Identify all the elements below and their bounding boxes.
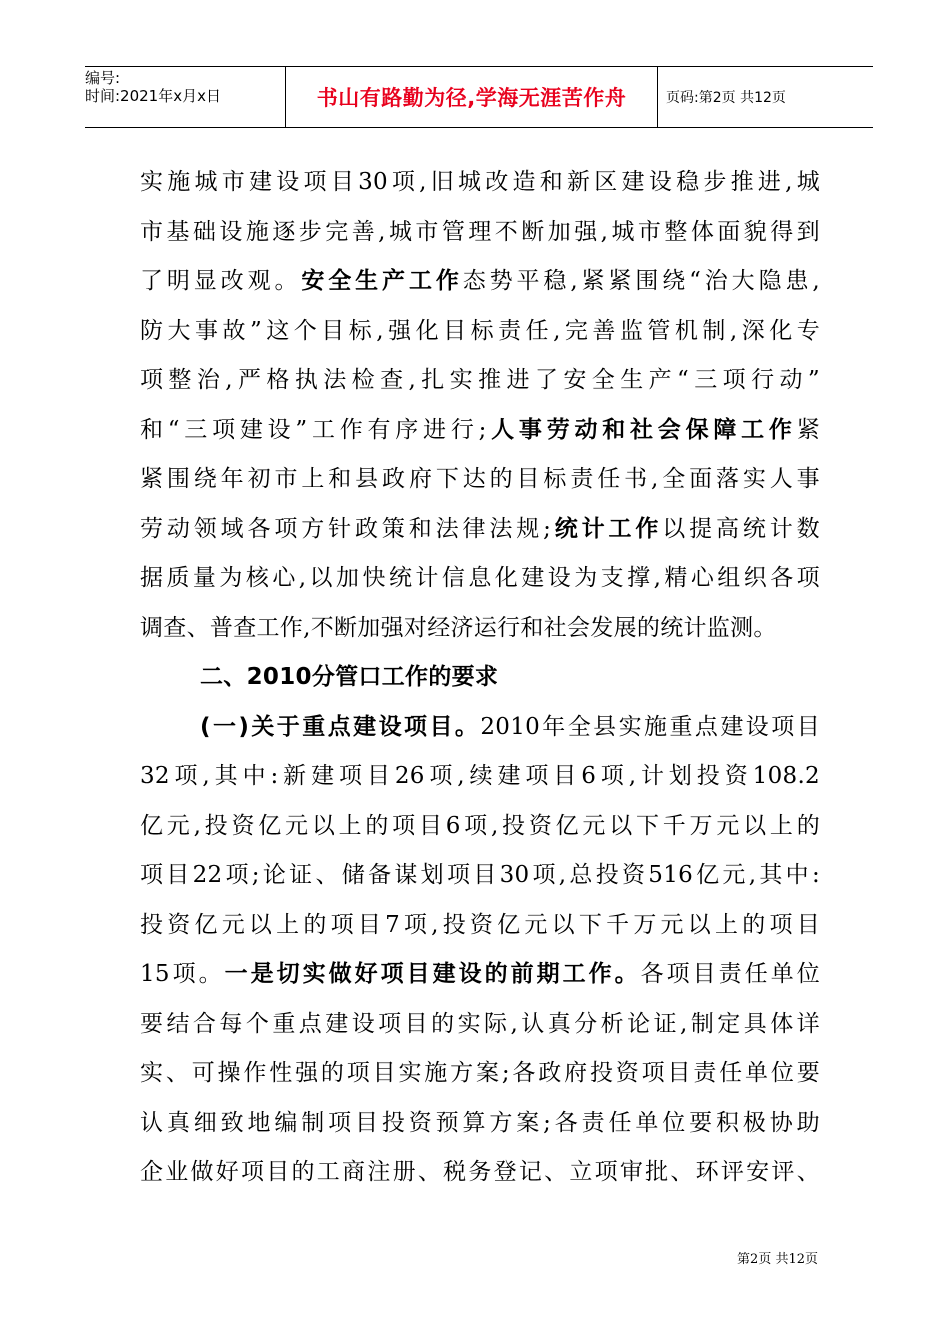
body-line: 实施城市建设项目30项,旧城改造和新区建设稳步推进,城 bbox=[140, 169, 820, 195]
section-heading: 二、2010分管口工作的要求 bbox=[200, 664, 499, 690]
body-line: 项整治,严格执法检查,扎实推进了安全生产“三项行动” bbox=[140, 367, 820, 393]
time-label: 时间:2021年x月x日 bbox=[85, 87, 221, 105]
bold-keyword: 统计工作 bbox=[551, 515, 663, 542]
bold-keyword: 安全生产工作 bbox=[301, 268, 463, 294]
body-line bbox=[140, 406, 820, 456]
bold-keyword: 一是切实做好项目建设的前期工作。 bbox=[224, 961, 641, 987]
document-body bbox=[140, 158, 820, 1198]
body-line: 市基础设施逐步完善,城市管理不断加强,城市整体面貌得到 bbox=[140, 218, 820, 245]
header-meta bbox=[85, 67, 285, 127]
subsection-heading: (一)关于重点建设项目。 bbox=[200, 713, 481, 740]
body-line: 紧围绕年初市上和县政府下达的目标责任书,全面落实人事 bbox=[140, 466, 820, 492]
text-run: 劳动领域各项方针政策和法律法规; bbox=[140, 515, 552, 542]
header-page-label: 页码:第2页 共12页 bbox=[666, 90, 786, 106]
text-run: 以提高统计数 bbox=[662, 515, 820, 542]
text-run: 态势平稳,紧紧围绕“治大隐患, bbox=[462, 268, 820, 294]
body-line: 据质量为核心,以加快统计信息化建设为支撑,精心组织各项 bbox=[140, 565, 820, 591]
bold-keyword: 人事劳动和社会保障工作 bbox=[486, 416, 797, 443]
page-header bbox=[85, 66, 873, 128]
body-line: 防大事故”这个目标,强化目标责任,完善监管机制,深化专 bbox=[140, 317, 820, 344]
body-line bbox=[140, 505, 820, 555]
body-line: 投资亿元以上的项目7项,投资亿元以下千万元以上的项目 bbox=[140, 911, 820, 938]
text-run: 了明显改观。 bbox=[140, 268, 302, 294]
page-footer: 第2页 共12页 bbox=[737, 1252, 818, 1267]
text-run: 2010年全县实施重点建设项目 bbox=[480, 713, 820, 740]
text-run: 紧 bbox=[796, 416, 820, 443]
header-motto-cell bbox=[285, 67, 658, 127]
body-line: 亿元,投资亿元以上的项目6项,投资亿元以下千万元以上的 bbox=[140, 812, 820, 839]
body-line: 实、可操作性强的项目实施方案;各政府投资项目责任单位要 bbox=[140, 1060, 820, 1086]
body-line: 要结合每个重点建设项目的实际,认真分析论证,制定具体详 bbox=[140, 1010, 820, 1037]
number-label: 编号: bbox=[85, 69, 121, 87]
body-line: 32项,其中:新建项目26项,续建项目6项,计划投资108.2 bbox=[140, 763, 820, 789]
body-line: 认真细致地编制项目投资预算方案;各责任单位要积极协助 bbox=[140, 1109, 820, 1136]
body-line: 企业做好项目的工商注册、税务登记、立项审批、环评安评、 bbox=[140, 1159, 820, 1185]
body-line bbox=[140, 950, 820, 1000]
body-line bbox=[140, 703, 820, 753]
body-line bbox=[140, 257, 820, 307]
header-page-cell bbox=[658, 67, 873, 127]
body-line: 项目22项;论证、储备谋划项目30项,总投资516亿元,其中: bbox=[140, 862, 820, 888]
motto-text: 书山有路勤为径,学海无涯苦作舟 bbox=[316, 86, 627, 110]
text-run: 和“三项建设”工作有序进行; bbox=[140, 416, 487, 443]
text-run: 15项。 bbox=[140, 961, 225, 987]
body-line: 调查、普查工作,不断加强对经济运行和社会发展的统计监测。 bbox=[140, 614, 777, 641]
text-run: 各项目责任单位 bbox=[640, 961, 820, 987]
